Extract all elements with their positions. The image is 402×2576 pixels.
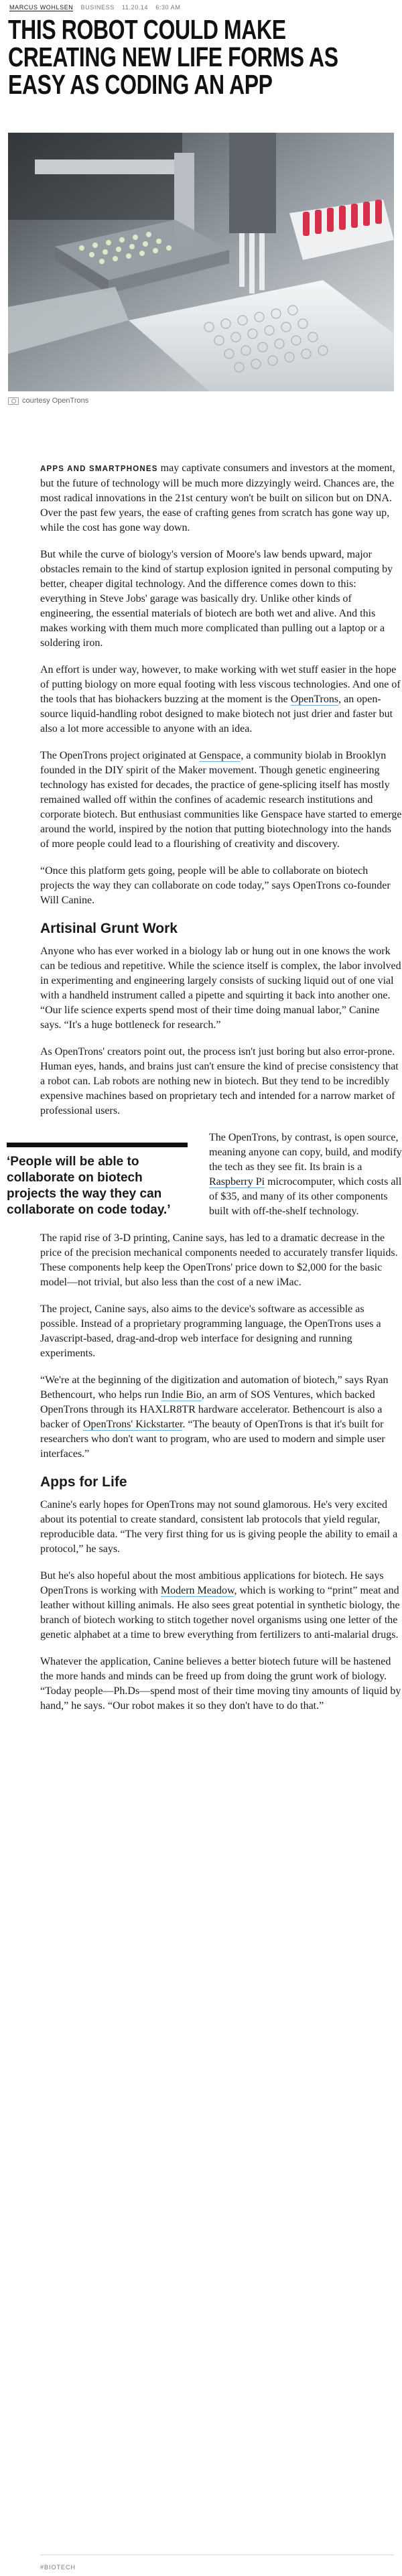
section-heading: Artisinal Grunt Work	[40, 921, 178, 936]
paragraph	[40, 1569, 402, 1643]
paragraph-text: microcomputer, which costs all of $35, and many of its other components built with off-the-shelf technology.	[209, 1176, 402, 1217]
modern-meadow-link[interactable]: Modern Meadow	[160, 1585, 234, 1596]
paragraph	[40, 663, 402, 736]
publish-date: 11.20.14	[121, 4, 149, 11]
pull-quote: ‘People will be able to collaborate on biotech projects the way they can collaborate on code today.’	[7, 1143, 188, 1218]
byline	[9, 4, 186, 11]
paragraph-text: , a community biolab in Brooklyn founded in the DIY spirit of the Maker movement. Though genetic engineering technology has existed for decades, the practice of gene-splicing itself has mostly remained walled off within the confines of academic research institutions and corporate biotech. But enthusiast communities like Genspace have started to emerge around the world, inspired by the notion that putting biotechnology into the hands of more people could lead to a flourishing of creativity and discovery.	[40, 750, 402, 850]
author-link[interactable]: MARCUS WOHLSEN	[9, 4, 74, 11]
paragraph	[40, 1373, 402, 1462]
paragraph: “Once this platform gets going, people will be able to collaborate on biotech projects the way they can collaborate on code today,” says OpenTrons co-founder Will Canine.	[40, 865, 391, 906]
paragraph-text: . “The beauty of OpenTrons is that it's built for researchers who don't want to program, who are used to modern and simple user interfaces.”	[40, 1419, 385, 1460]
paragraph-text: , which is working to “print” meat and leather without killing animals. He also sees great potential in synthetic biology, the branch of biotech working to stitch together novel organisms using one letter of the genetic alphabet at a time to brew everything from fertilizers to anti-malarial drugs.	[40, 1585, 400, 1640]
caption-text: courtesy OpenTrons	[22, 397, 89, 405]
image-caption	[8, 397, 88, 405]
paragraph-text: The OpenTrons project originated at	[40, 750, 200, 761]
headline: THIS ROBOT COULD MAKE CREATING NEW LIFE FORMS AS EASY AS CODING AN APP	[8, 14, 338, 100]
paragraph: Whatever the application, Canine believes a better biotech future will be hastened the more hands and minds can be freed up from doing the grunt work of biology. “Today people—Ph.Ds—spend most of their time moving tiny amounts of liquid by hand,” he says. “Our robot makes it so they don't have to do that.”	[40, 1656, 401, 1712]
paragraph-text: The OpenTrons, by contrast, is open source, meaning anyone can copy, build, and modify the tech as they see fit. Its brain is a	[209, 1132, 402, 1173]
paragraph-text: But he's also hopeful about the most ambitious applications for biotech. He says OpenTrons is working with	[40, 1570, 384, 1596]
kickstarter-link[interactable]: OpenTrons' Kickstarter	[82, 1419, 183, 1430]
paragraph-text: , an open-source liquid-handling robot designed to make biotech not just drier and faster but also a lot more accessible to anyone with an idea.	[40, 694, 393, 734]
paragraph-text: An effort is under way, however, to make working with wet stuff easier in the hope of putting biology on more equal footing with less viscous technologies. And one of the tools that has biohackers buzzing at the moment is the	[40, 664, 401, 705]
paragraph-text: “We're at the beginning of the digitization and automation of biotech,” says Ryan Bethencourt, who helps run	[40, 1374, 389, 1401]
paragraph: As OpenTrons' creators point out, the process isn't just boring but also error-prone. Human eyes, hands, and brains just can't ensure the kind of precise consistency that a robot can. Lab robots are nothing new in biotech. But they tend to be incredibly expensive machines based on proprietary tech and intended for a narrow market of professional users.	[40, 1046, 399, 1116]
pullquote-block	[7, 1131, 402, 1219]
paragraph-text: , an arm of SOS Ventures, which backed OpenTrons through its HAXLR8TR hardware accelerator. Bethencourt is also a backer of	[40, 1389, 383, 1430]
raspberry-pi-link[interactable]: Raspberry Pi	[209, 1176, 265, 1187]
paragraph: Canine's early hopes for OpenTrons may not sound glamorous. He's very excited about its potential to create standard, consistent lab protocols that yield regular, reproducible data. “The very first thing for us is giving people the ability to email a protocol,” he says.	[40, 1499, 398, 1555]
paragraph	[40, 749, 402, 852]
section-label[interactable]: BUSINESS	[80, 4, 115, 11]
article-body	[7, 461, 402, 1726]
hero-image	[8, 133, 394, 391]
section-heading: Apps for Life	[40, 1474, 127, 1490]
lead-in: APPS AND SMARTPHONES	[40, 465, 158, 473]
paragraph-text: may captivate consumers and investors at the moment, but the future of technology will be much more dizzyingly weird. Chances are, the most radical innovations in the 21st century won't be built on silicon but on DNA. Over the past few years, the ease of crafting genes from scratch has gone way up, while the cost has gone way down.	[40, 462, 395, 533]
opentrons-link[interactable]: OpenTrons	[290, 694, 339, 705]
paragraph: The rapid rise of 3-D printing, Canine says, has led to a dramatic decrease in the price of the precision mechanical components needed to accurately transfer liquids. These components help keep the OpenTrons' price down to $2,000 for the basic model—not trivial, but also less than the cost of a new iMac.	[40, 1232, 398, 1288]
genspace-link[interactable]: Genspace	[199, 750, 241, 761]
camera-icon	[8, 397, 19, 405]
paragraph	[40, 461, 402, 535]
paragraph: But while the curve of biology's version of Moore's law bends upward, major obstacles remain to the kind of startup explosion ignited in personal computing by better, cheaper digital technology. And the difference comes down to this: everything in Steve Jobs' garage was basically dry. Unlike other kinds of engineering, the essential materials of biotech are both wet and alive. And this makes working with them much more complicated than pulling out a laptop or a soldering iron.	[40, 549, 393, 649]
robot-photo	[8, 133, 394, 391]
indie-bio-link[interactable]: Indie Bio	[161, 1389, 202, 1401]
topic-tag[interactable]: #BIOTECH	[40, 2564, 76, 2571]
publish-time: 6:30 AM	[155, 4, 181, 11]
paragraph: The project, Canine says, also aims to the device's software as accessible as possible. Instead of a proprietary programming language, the OpenTrons uses a Javascript-based, drag-and-drop web interface for designing and running experiments.	[40, 1303, 381, 1359]
paragraph: Anyone who has ever worked in a biology lab or hung out in one knows the work can be tedious and repetitive. While the science itself is complex, the labor involved in experimenting and engineering largely consists of sucking liquid out of one vial with a handheld instrument called a pipette and squirting it back into another one. “Our life science experts spend most of their time doing manual labor,” Canine says. “It's a huge bottleneck for research.”	[40, 946, 401, 1031]
